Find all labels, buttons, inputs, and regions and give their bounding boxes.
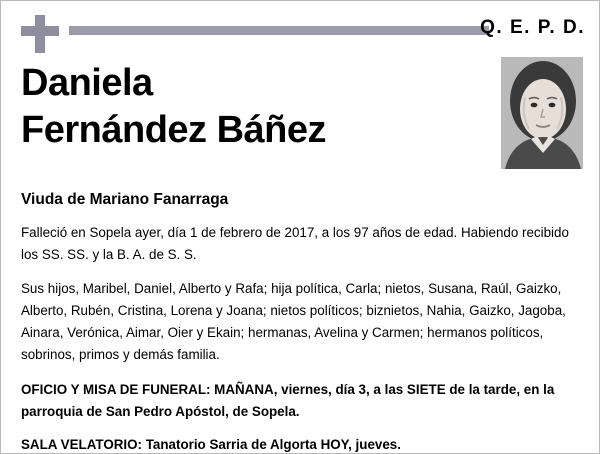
first-name: Daniela [21,62,153,104]
cross-horizontal-bar [21,26,59,36]
survivors-text: Sus hijos, Maribel, Daniel, Alberto y Rafa; hija política, Carla; nietos, Susana, Raúl, Gaizko, Alberto, Rubén, Cristina, Lorena y Joana; nietos políticos; biznietos, Nahia, Gaizko, Jagoba, Ainara, Verónica, Aimar, Oier y Ekain; hermanas, Avelina y Carmen; hermanos políticos, sobrinos, primos y demás familia. [21,281,566,362]
spouse-relation: Viuda de Mariano Fanarraga [21,191,229,208]
portrait-photo [501,57,583,169]
name-block [15,61,585,177]
header-bar [15,11,585,57]
cross-icon [21,15,59,53]
funeral-service-text: OFICIO Y MISA DE FUNERAL: MAÑANA, viernes, día 3, a las SIETE de la tarde, en la parroquia de San Pedro Apóstol, de Sopela. [21,382,555,419]
header-divider-bar [69,26,489,35]
last-name: Fernández Báñez [21,108,327,151]
name-text-group [15,61,585,153]
death-notice-text: Falleció en Sopela ayer, día 1 de febrero de 2017, a los 97 años de edad. Habiendo recibido los SS. SS. y la B. A. de S. S. [21,225,569,262]
qepd-text: Q. E. P. D. [480,17,585,38]
wake-room-text: SALA VELATORIO: Tanatorio Sarria de Algorta HOY, jueves. [21,436,401,452]
